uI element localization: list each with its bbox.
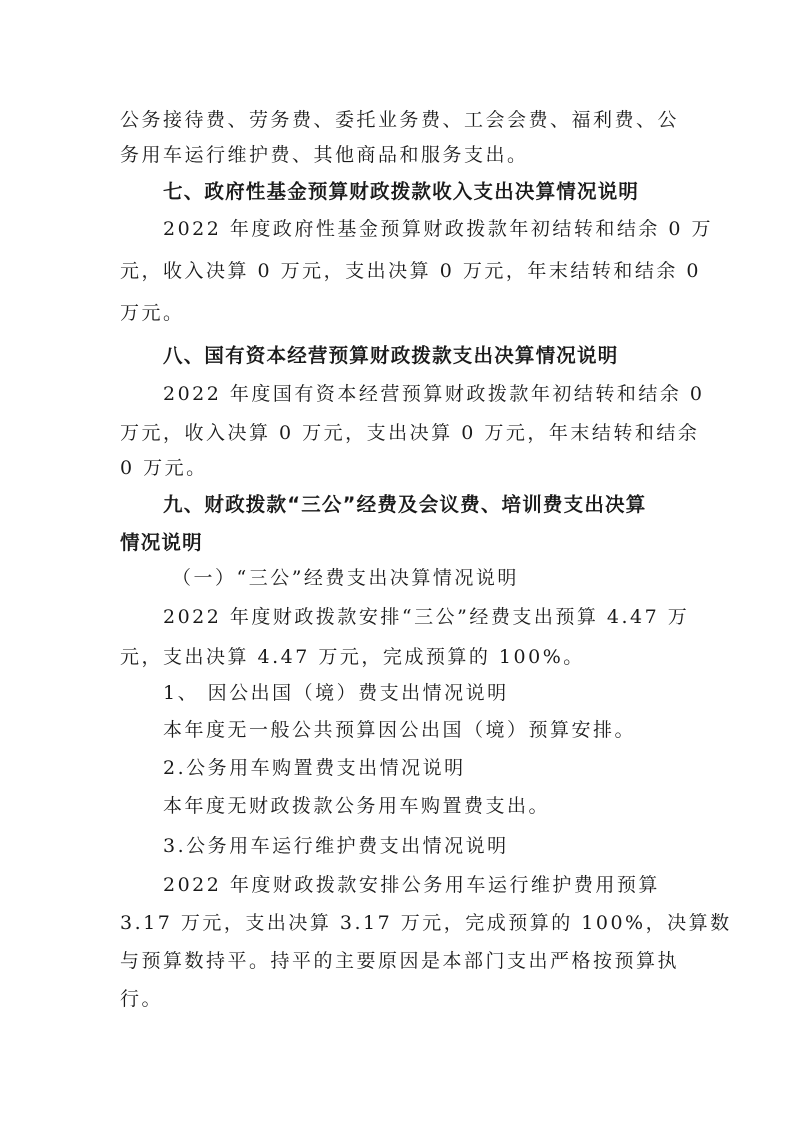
body-text-line: 本年度无一般公共预算因公出国（境）预算安排。 (163, 719, 637, 741)
body-text-line: 行。 (120, 988, 164, 1010)
body-text-line: 本年度无财政拨款公务用车购置费支出。 (163, 795, 551, 817)
body-text-line: 元，支出决算 4.47 万元，完成预算的 100%。 (120, 646, 585, 668)
body-text-line: 务用车运行维护费、其他商品和服务支出。 (120, 144, 529, 166)
body-text-line: 2022 年度财政拨款安排公务用车运行维护费用预算 (163, 874, 660, 896)
item-heading-3: 3.公务用车运行维护费支出情况说明 (163, 835, 509, 857)
body-text-line: 3.17 万元，支出决算 3.17 万元，完成预算的 100%，决算数 (120, 912, 732, 934)
body-text-line: 2022 年度政府性基金预算财政拨款年初结转和结余 0 万 (163, 218, 714, 240)
body-text-line: 与预算数持平。持平的主要原因是本部门支出严格按预算执 (120, 950, 680, 972)
section-heading-8: 八、国有资本经营预算财政拨款支出决算情况说明 (163, 344, 619, 367)
section-heading-9: 九、财政拨款“三公”经费及会议费、培训费支出决算 (163, 493, 647, 516)
body-text-line: 公务接待费、劳务费、委托业务费、工会会费、福利费、公 (120, 109, 680, 131)
body-text-line: 2022 年度财政拨款安排“三公”经费支出预算 4.47 万 (163, 606, 690, 628)
section-heading-9-cont: 情况说明 (120, 531, 203, 554)
body-text-line: 元，收入决算 0 万元，支出决算 0 万元，年末结转和结余 0 (120, 260, 701, 282)
body-text-line: 万元，收入决算 0 万元，支出决算 0 万元，年末结转和结余 (120, 422, 700, 444)
section-heading-7: 七、政府性基金预算财政拨款收入支出决算情况说明 (163, 180, 640, 203)
subsection-heading: （一）“三公”经费支出决算情况说明 (172, 567, 519, 589)
body-text-line: 0 万元。 (120, 457, 208, 479)
item-heading-2: 2.公务用车购置费支出情况说明 (163, 757, 466, 779)
body-text-line: 2022 年度国有资本经营预算财政拨款年初结转和结余 0 (163, 383, 705, 405)
body-text-line: 万元。 (120, 302, 185, 324)
item-heading-1: 1、 因公出国（境）费支出情况说明 (163, 682, 509, 704)
